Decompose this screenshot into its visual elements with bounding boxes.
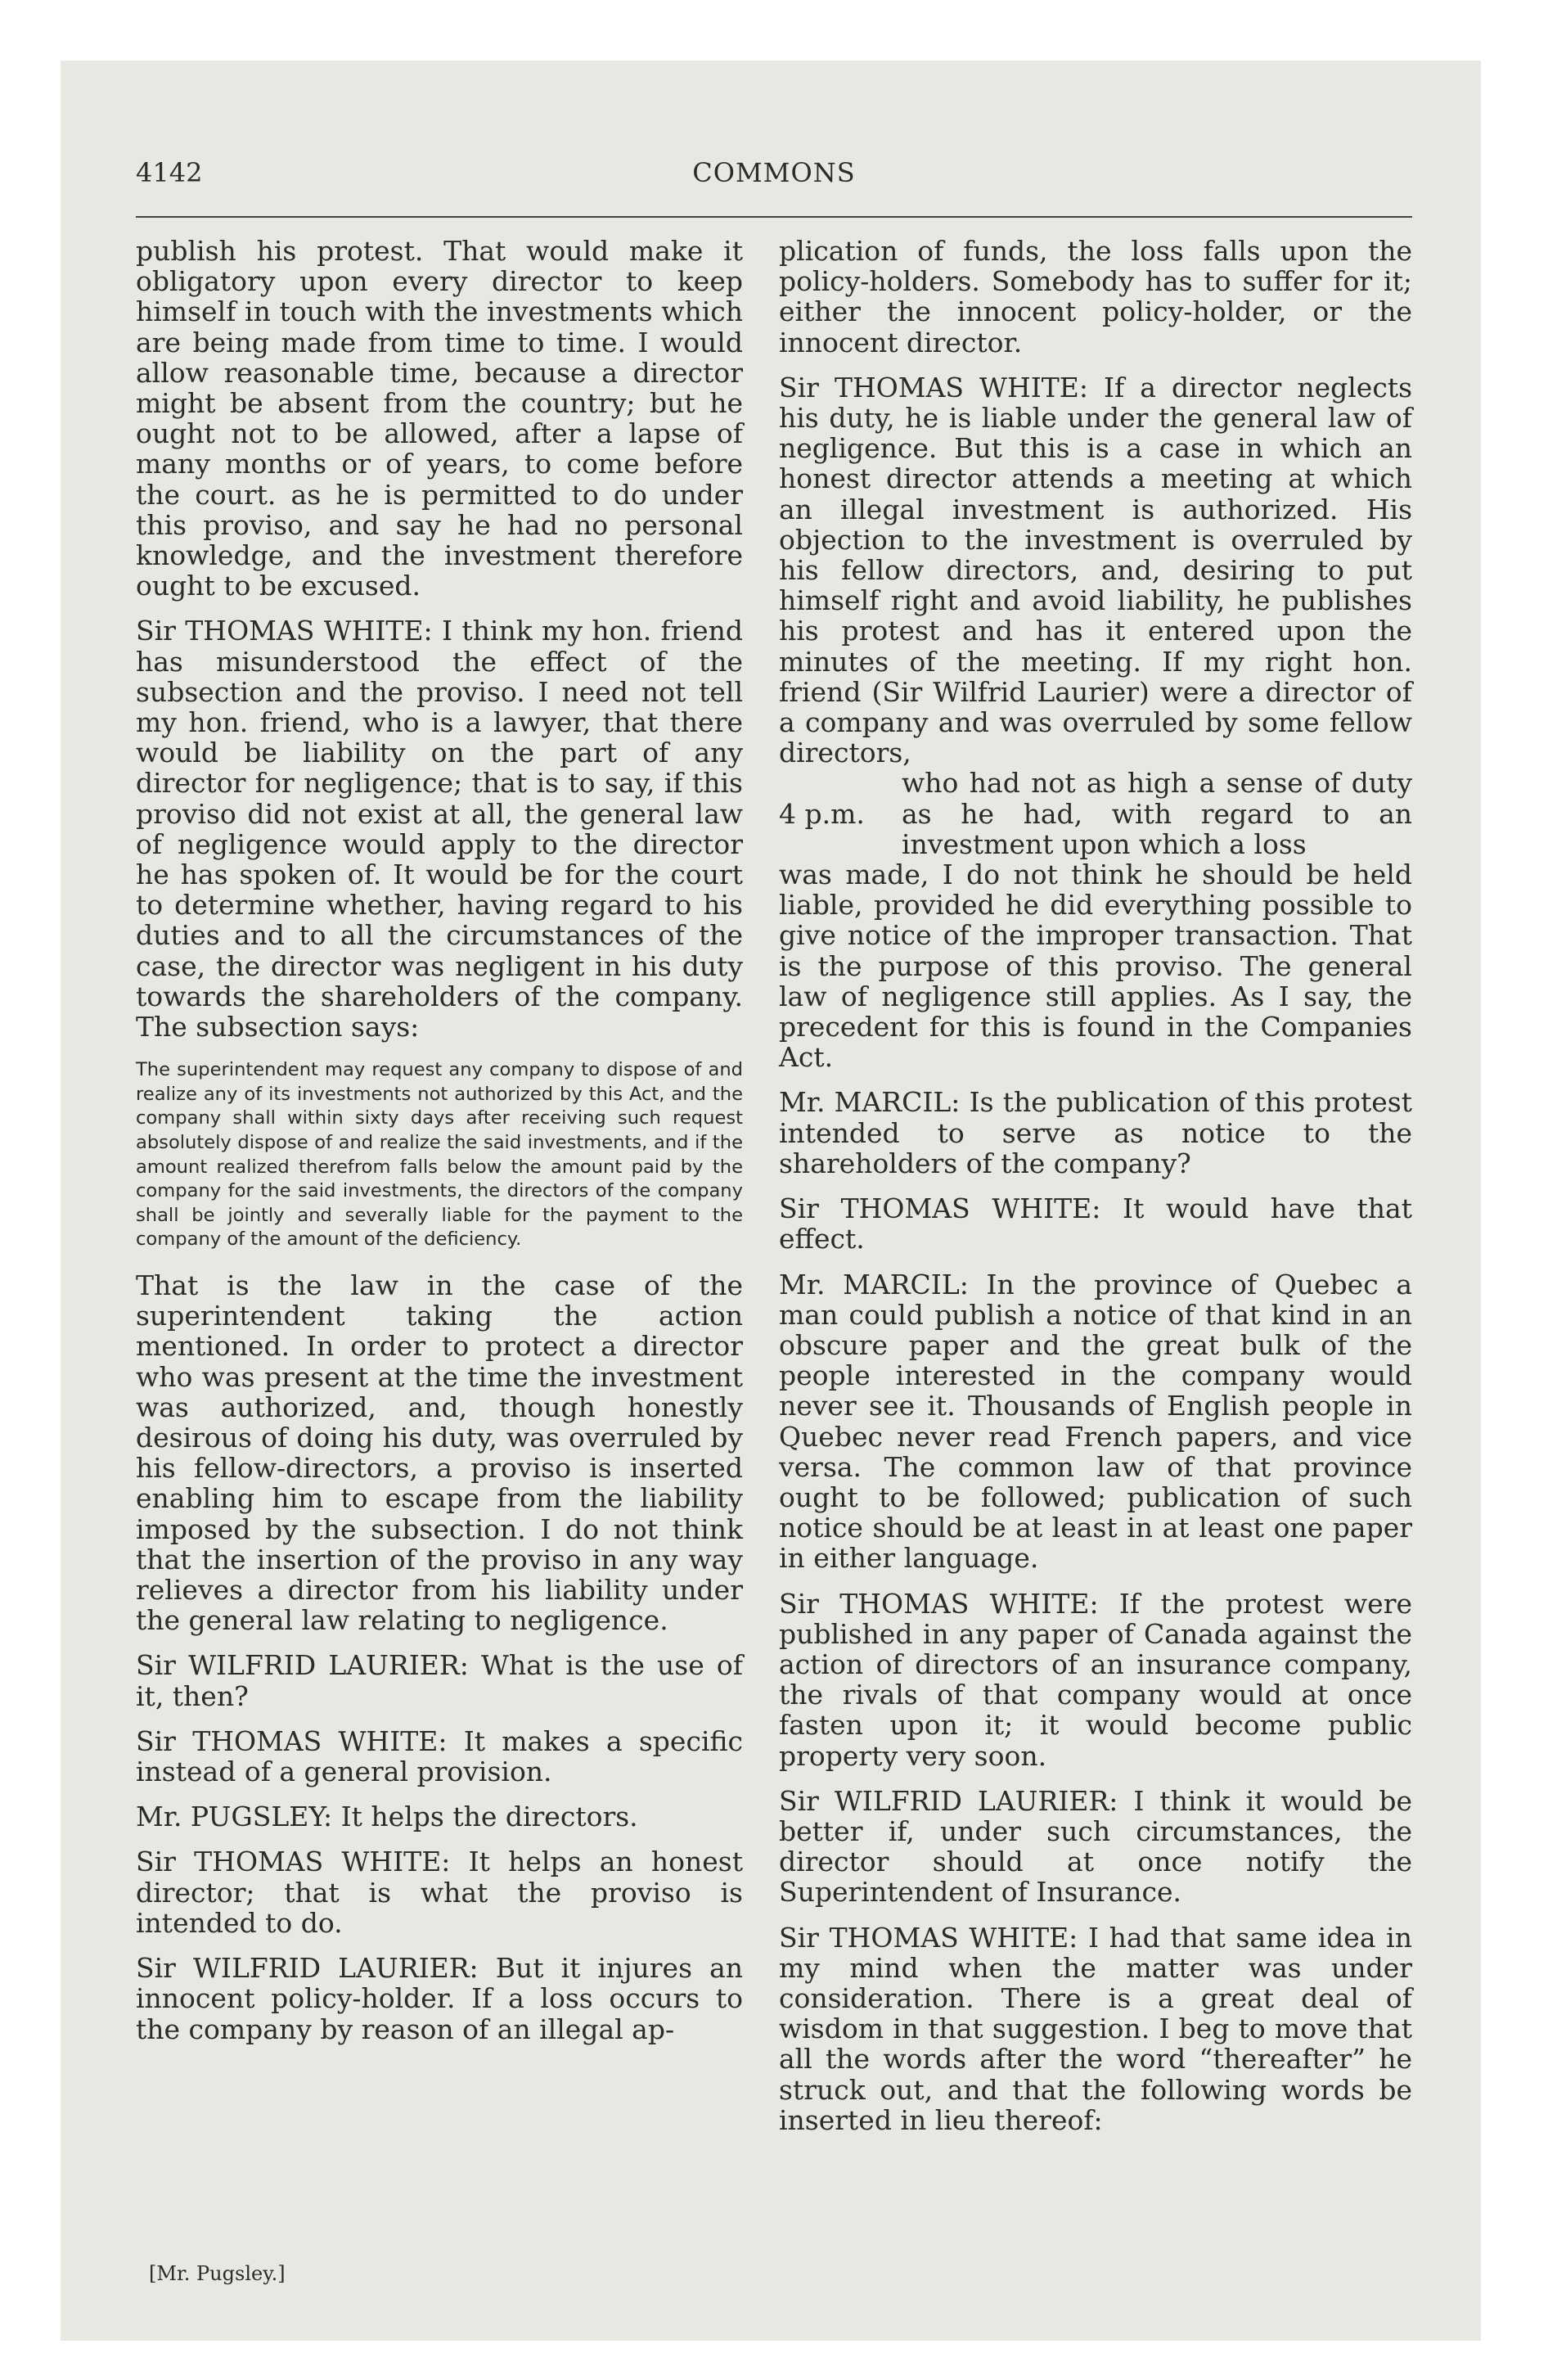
quoted-subsection: The superintendent may request any company to dispose of and realize any of its investments not authorized by this Act, and the company shall within sixty days after receiving such request absolutely dispose of and realize the said investments, and if the amount realized therefrom falls below the amount paid by the company for the said investments, the directors of the company shall be jointly and severally liable for the payment to the company of the amount of the deficiency. — [136, 1059, 743, 1251]
paragraph: Sir THOMAS WHITE: It makes a specific instead of a general provision. — [136, 1724, 743, 1788]
paragraph: Sir THOMAS WHITE: If the protest were published in any paper of Canada against the action of directors of an insurance company, the rivals of that company would at once fasten upon it; it would become public property very soon. — [779, 1587, 1412, 1772]
paragraph: Sir THOMAS WHITE: It would have that effect. — [779, 1192, 1412, 1255]
paragraph: plication of funds, the loss falls upon the policy-holders. Somebody has to suffer for it; either the innocent policy-holder, or the innocent director. — [779, 235, 1412, 358]
right-column — [779, 236, 1412, 2135]
paragraph-continued: who had not as high a sense of duty as he had, with regard to an investment upon which a loss — [902, 767, 1412, 860]
paragraph: Sir THOMAS WHITE: I think my hon. friend has misunderstood the effect of the subsection and the proviso. I need not tell my hon. friend, who is a lawyer, that there would be liability on the part of any director for negligence; that is to say, if this proviso did not exist at all, the general law of negligence would apply to the director he has spoken of. It would be for the court to determine whether, having regard to his duties and to all the circumstances of the case, the director was negligent in his duty towards the shareholders of the company. The subsection says: — [136, 615, 743, 1044]
paragraph: Sir WILFRID LAURIER: But it injures an innocent policy-holder. If a loss occurs to the company by reason of an illegal ap- — [136, 1952, 743, 2045]
header-rule — [136, 216, 1412, 218]
paragraph: Sir THOMAS WHITE: If a director neglects his duty, he is liable under the general law of negligence. But this is a case in which an honest director attends a meeting at which an illegal investment is authorized. His objection to the investment is overruled by his fellow directors, and, desiring to put himself right and avoid liability, he publishes his protest and has it entered upon the minutes of the meeting. If my right hon. friend (Sir Wilfrid Laurier) were a director of a company and was overruled by some fellow directors, — [779, 371, 1412, 769]
paragraph: Sir THOMAS WHITE: I had that same idea in my mind when the matter was under consideration. There is a great deal of wisdom in that suggestion. I beg to move that all the words after the word “thereafter” he struck out, and that the following words be inserted in lieu thereof: — [779, 1921, 1412, 2136]
margin-time-note: 4 p.m. — [779, 797, 865, 830]
margin-block — [779, 768, 1412, 859]
paragraph: publish his protest. That would make it obligatory upon every director to keep himself in touch with the investments which are being made from time to time. I would allow reasonable time, because a director might be absent from the country; but he ought not to be allowed, after a lapse of many months or of years, to come before the court. as he is permitted to do under this proviso, and say he had no personal knowledge, and the investment therefore ought to be excused. — [136, 235, 743, 602]
page-number: 4142 — [136, 157, 203, 188]
paragraph: Sir THOMAS WHITE: It helps an honest director; that is what the proviso is intended to do. — [136, 1846, 743, 1939]
paragraph: Sir WILFRID LAURIER: I think it would be better if, under such circumstances, the director should at once notify the Superintendent of Insurance. — [779, 1784, 1412, 1909]
paragraph: That is the law in the case of the superintendent taking the action mentioned. In order to protect a director who was present at the time the investment was authorized, and, though honestly desirous of doing his duty, was overruled by his fellow-directors, a proviso is inserted enabling him to escape from the liability imposed by the subsection. I do not think that the insertion of the proviso in any way relieves a director from his liability under the general law relating to negligence. — [136, 1269, 743, 1637]
paragraph-continued: was made, I do not think he should be held liable, provided he did everything possible to give notice of the improper transaction. That is the purpose of this proviso. The general law of negligence still applies. As I say, the precedent for this is found in the Companies Act. — [779, 859, 1412, 1074]
footer-speaker-ref: [Mr. Pugsley.] — [149, 2262, 286, 2285]
paragraph: Sir WILFRID LAURIER: What is the use of it, then? — [136, 1649, 743, 1712]
left-column — [136, 236, 743, 2044]
page — [61, 61, 1481, 2341]
page-header — [136, 157, 1412, 198]
page-title: COMMONS — [692, 157, 856, 188]
paragraph: Mr. MARCIL: In the province of Quebec a man could publish a notice of that kind in an obscure paper and the great bulk of the people interested in the company would never see it. Thousands of English people in Quebec never read French papers, and vice versa. The common law of that province ought to be followed; publication of such notice should be at least in at least one paper in either language. — [779, 1268, 1412, 1575]
paragraph: Mr. MARCIL: Is the publication of this protest intended to serve as notice to the shareholders of the company? — [779, 1086, 1412, 1179]
paragraph: Mr. PUGSLEY: It helps the directors. — [136, 1801, 638, 1833]
